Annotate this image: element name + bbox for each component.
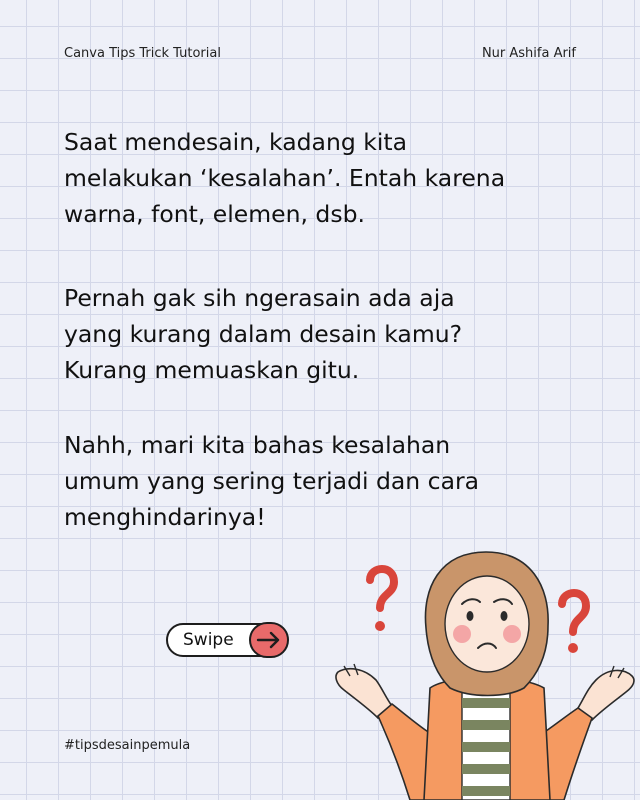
text-line: umum yang sering terjadi dan cara <box>64 467 480 495</box>
face <box>445 576 529 672</box>
text-line: Nahh, mari kita bahas kesalahan <box>64 431 451 459</box>
paragraph-question <box>64 280 564 388</box>
paragraph-intro <box>64 124 564 232</box>
text-line: menghindarinya! <box>64 503 266 531</box>
text-line: melakukan ‘kesalahan’. Entah karena <box>64 164 506 192</box>
hashtag: #tipsdesainpemula <box>64 738 191 753</box>
swipe-button[interactable] <box>166 623 288 657</box>
text-line: Saat mendesain, kadang kita <box>64 128 407 156</box>
striped-shirt <box>462 688 510 800</box>
text-line: yang kurang dalam desain kamu? <box>64 320 463 348</box>
question-mark-icon <box>562 593 586 653</box>
text-line: Kurang memuaskan gitu. <box>64 356 360 384</box>
text-line: warna, font, elemen, dsb. <box>64 200 365 228</box>
paragraph-call-to-action <box>64 427 564 535</box>
text-line: Pernah gak sih ngerasain ada aja <box>64 284 455 312</box>
right-hand <box>578 666 634 720</box>
header-right: Nur Ashifa Arif <box>481 46 576 61</box>
arrow-right-icon <box>249 622 289 658</box>
confused-girl-illustration <box>330 548 640 800</box>
swipe-label: Swipe <box>183 630 234 650</box>
question-mark-icon <box>370 569 394 631</box>
header-left: Canva Tips Trick Tutorial <box>64 46 221 61</box>
left-hand <box>336 664 392 718</box>
